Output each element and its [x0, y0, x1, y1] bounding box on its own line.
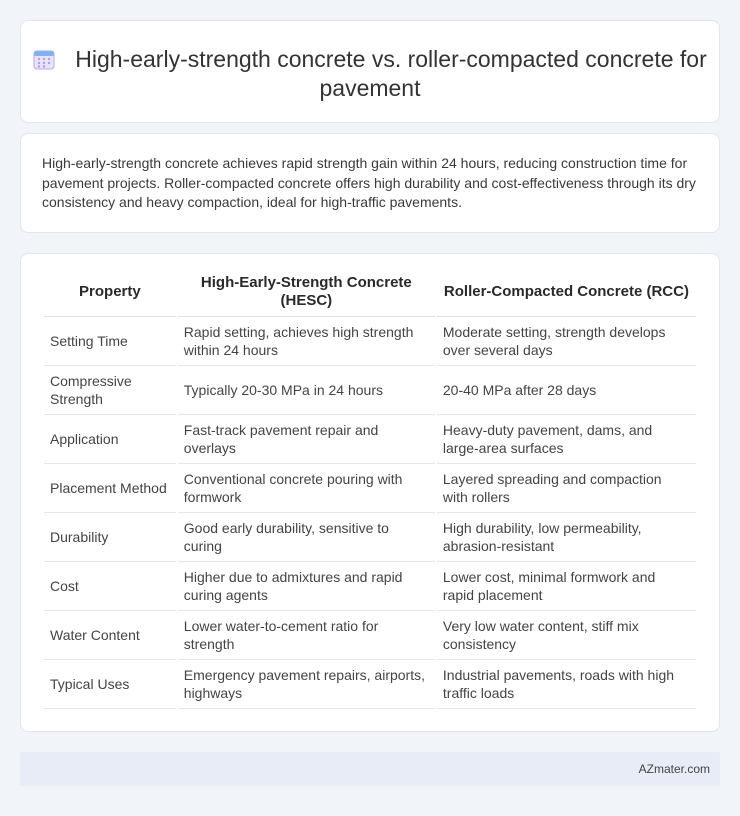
comparison-table [42, 268, 698, 709]
rcc-cell: 20-40 MPa after 28 days [437, 366, 696, 415]
hesc-cell: Lower water-to-cement ratio for strength [178, 611, 435, 660]
table-row [44, 415, 696, 464]
rcc-cell: Lower cost, minimal formwork and rapid placement [437, 562, 696, 611]
summary-card [20, 133, 720, 233]
property-cell: Water Content [44, 611, 176, 660]
hesc-cell: Higher due to admixtures and rapid curing agents [178, 562, 435, 611]
table-row [44, 366, 696, 415]
hesc-cell: Typically 20-30 MPa in 24 hours [178, 366, 435, 415]
title-card [20, 20, 720, 123]
hesc-cell: Fast-track pavement repair and overlays [178, 415, 435, 464]
header-hesc: High-Early-Strength Concrete (HESC) [178, 268, 435, 317]
table-row [44, 317, 696, 366]
property-cell: Typical Uses [44, 660, 176, 709]
table-row [44, 660, 696, 709]
rcc-cell: High durability, low permeability, abrasion-resistant [437, 513, 696, 562]
property-cell: Durability [44, 513, 176, 562]
summary-text: High-early-strength concrete achieves rapid strength gain within 24 hours, reducing construction time for pavement projects. Roller-compacted concrete offers high durability and cost-effectiveness through its dry consistency and heavy compaction, ideal for high-traffic pavements. [42, 155, 696, 210]
header-rcc: Roller-Compacted Concrete (RCC) [437, 268, 696, 317]
rcc-cell: Moderate setting, strength develops over several days [437, 317, 696, 366]
property-cell: Setting Time [44, 317, 176, 366]
rcc-cell: Layered spreading and compaction with rollers [437, 464, 696, 513]
property-cell: Application [44, 415, 176, 464]
hesc-cell: Good early durability, sensitive to curing [178, 513, 435, 562]
property-cell: Placement Method [44, 464, 176, 513]
rcc-cell: Industrial pavements, roads with high traffic loads [437, 660, 696, 709]
table-row [44, 611, 696, 660]
property-cell: Compressive Strength [44, 366, 176, 415]
rcc-cell: Heavy-duty pavement, dams, and large-area surfaces [437, 415, 696, 464]
table-row [44, 562, 696, 611]
footer-brand: AZmater.com [638, 762, 710, 776]
hesc-cell: Conventional concrete pouring with formwork [178, 464, 435, 513]
footer-bar [20, 752, 720, 786]
table-card [20, 253, 720, 732]
page-title: High-early-strength concrete vs. roller-compacted concrete for pavement [75, 46, 707, 101]
table-row [44, 464, 696, 513]
table-row [44, 513, 696, 562]
hesc-cell: Rapid setting, achieves high strength within 24 hours [178, 317, 435, 366]
table-header-row [44, 268, 696, 317]
page-title-wrap [21, 45, 719, 103]
property-cell: Cost [44, 562, 176, 611]
header-property: Property [44, 268, 176, 317]
rcc-cell: Very low water content, stiff mix consistency [437, 611, 696, 660]
hesc-cell: Emergency pavement repairs, airports, highways [178, 660, 435, 709]
calendar-icon [33, 48, 55, 70]
